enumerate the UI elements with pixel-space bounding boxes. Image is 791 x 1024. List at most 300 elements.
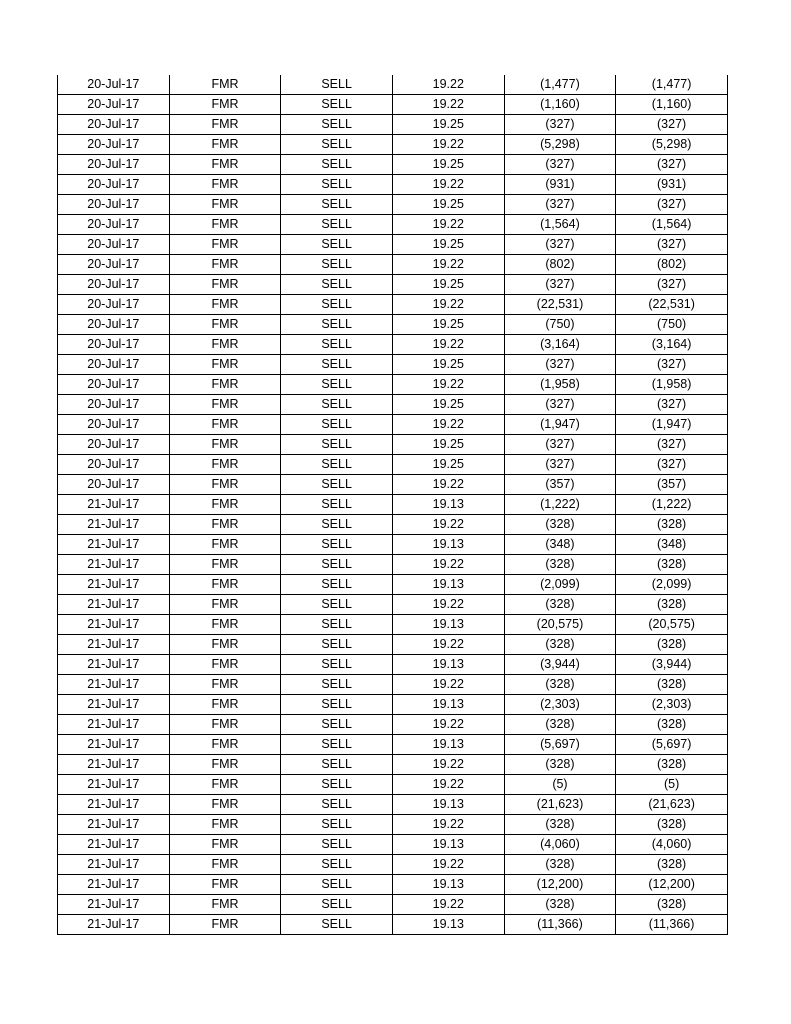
action-cell: SELL (281, 455, 393, 475)
holder-cell: FMR (169, 635, 281, 655)
date-cell: 20-Jul-17 (58, 455, 170, 475)
date-cell: 21-Jul-17 (58, 595, 170, 615)
change-cell: (328) (616, 635, 728, 655)
shares-cell: (327) (504, 115, 616, 135)
change-cell: (2,099) (616, 575, 728, 595)
table-row (58, 195, 728, 215)
holder-cell: FMR (169, 295, 281, 315)
table-row (58, 255, 728, 275)
table-row (58, 315, 728, 335)
price-cell: 19.22 (392, 475, 504, 495)
holder-cell: FMR (169, 195, 281, 215)
price-cell: 19.22 (392, 715, 504, 735)
change-cell: (931) (616, 175, 728, 195)
table-row (58, 355, 728, 375)
action-cell: SELL (281, 215, 393, 235)
date-cell: 20-Jul-17 (58, 115, 170, 135)
shares-cell: (1,947) (504, 415, 616, 435)
date-cell: 21-Jul-17 (58, 695, 170, 715)
action-cell: SELL (281, 355, 393, 375)
shares-cell: (1,958) (504, 375, 616, 395)
action-cell: SELL (281, 415, 393, 435)
change-cell: (11,366) (616, 915, 728, 935)
action-cell: SELL (281, 95, 393, 115)
shares-cell: (5) (504, 775, 616, 795)
change-cell: (1,947) (616, 415, 728, 435)
holder-cell: FMR (169, 475, 281, 495)
shares-cell: (1,564) (504, 215, 616, 235)
change-cell: (1,564) (616, 215, 728, 235)
table-row (58, 275, 728, 295)
shares-cell: (20,575) (504, 615, 616, 635)
shares-cell: (11,366) (504, 915, 616, 935)
change-cell: (327) (616, 355, 728, 375)
date-cell: 21-Jul-17 (58, 555, 170, 575)
holder-cell: FMR (169, 695, 281, 715)
price-cell: 19.25 (392, 315, 504, 335)
action-cell: SELL (281, 695, 393, 715)
change-cell: (802) (616, 255, 728, 275)
price-cell: 19.22 (392, 635, 504, 655)
holder-cell: FMR (169, 875, 281, 895)
table-row (58, 175, 728, 195)
holder-cell: FMR (169, 495, 281, 515)
holder-cell: FMR (169, 155, 281, 175)
price-cell: 19.22 (392, 675, 504, 695)
shares-cell: (5,697) (504, 735, 616, 755)
price-cell: 19.13 (392, 735, 504, 755)
holder-cell: FMR (169, 395, 281, 415)
action-cell: SELL (281, 195, 393, 215)
action-cell: SELL (281, 475, 393, 495)
price-cell: 19.22 (392, 75, 504, 95)
change-cell: (357) (616, 475, 728, 495)
table-row (58, 735, 728, 755)
change-cell: (328) (616, 675, 728, 695)
price-cell: 19.22 (392, 775, 504, 795)
action-cell: SELL (281, 755, 393, 775)
change-cell: (328) (616, 755, 728, 775)
table-row (58, 815, 728, 835)
date-cell: 20-Jul-17 (58, 255, 170, 275)
change-cell: (327) (616, 115, 728, 135)
price-cell: 19.22 (392, 855, 504, 875)
holder-cell: FMR (169, 255, 281, 275)
table-row (58, 115, 728, 135)
shares-cell: (5,298) (504, 135, 616, 155)
price-cell: 19.13 (392, 795, 504, 815)
holder-cell: FMR (169, 135, 281, 155)
price-cell: 19.22 (392, 295, 504, 315)
holder-cell: FMR (169, 75, 281, 95)
change-cell: (348) (616, 535, 728, 555)
action-cell: SELL (281, 875, 393, 895)
shares-cell: (327) (504, 235, 616, 255)
action-cell: SELL (281, 335, 393, 355)
action-cell: SELL (281, 855, 393, 875)
holder-cell: FMR (169, 435, 281, 455)
change-cell: (2,303) (616, 695, 728, 715)
action-cell: SELL (281, 795, 393, 815)
table-row (58, 555, 728, 575)
date-cell: 21-Jul-17 (58, 675, 170, 695)
price-cell: 19.13 (392, 655, 504, 675)
date-cell: 20-Jul-17 (58, 235, 170, 255)
date-cell: 21-Jul-17 (58, 835, 170, 855)
price-cell: 19.13 (392, 535, 504, 555)
date-cell: 21-Jul-17 (58, 535, 170, 555)
action-cell: SELL (281, 275, 393, 295)
table-row (58, 615, 728, 635)
date-cell: 20-Jul-17 (58, 475, 170, 495)
change-cell: (328) (616, 895, 728, 915)
holder-cell: FMR (169, 755, 281, 775)
holder-cell: FMR (169, 115, 281, 135)
shares-cell: (12,200) (504, 875, 616, 895)
shares-cell: (328) (504, 895, 616, 915)
price-cell: 19.22 (392, 515, 504, 535)
shares-cell: (348) (504, 535, 616, 555)
holder-cell: FMR (169, 575, 281, 595)
change-cell: (1,222) (616, 495, 728, 515)
shares-cell: (328) (504, 855, 616, 875)
change-cell: (328) (616, 855, 728, 875)
price-cell: 19.22 (392, 95, 504, 115)
shares-cell: (327) (504, 155, 616, 175)
action-cell: SELL (281, 895, 393, 915)
transactions-table-body (58, 75, 728, 935)
shares-cell: (3,944) (504, 655, 616, 675)
table-row (58, 595, 728, 615)
action-cell: SELL (281, 535, 393, 555)
change-cell: (20,575) (616, 615, 728, 635)
table-row (58, 215, 728, 235)
table-row (58, 375, 728, 395)
shares-cell: (802) (504, 255, 616, 275)
change-cell: (3,944) (616, 655, 728, 675)
change-cell: (327) (616, 455, 728, 475)
holder-cell: FMR (169, 615, 281, 635)
action-cell: SELL (281, 135, 393, 155)
shares-cell: (1,160) (504, 95, 616, 115)
action-cell: SELL (281, 255, 393, 275)
holder-cell: FMR (169, 515, 281, 535)
table-row (58, 455, 728, 475)
shares-cell: (328) (504, 815, 616, 835)
change-cell: (1,160) (616, 95, 728, 115)
table-row (58, 775, 728, 795)
change-cell: (328) (616, 515, 728, 535)
holder-cell: FMR (169, 315, 281, 335)
price-cell: 19.22 (392, 135, 504, 155)
change-cell: (5,697) (616, 735, 728, 755)
change-cell: (327) (616, 435, 728, 455)
shares-cell: (750) (504, 315, 616, 335)
holder-cell: FMR (169, 275, 281, 295)
price-cell: 19.22 (392, 255, 504, 275)
holder-cell: FMR (169, 415, 281, 435)
change-cell: (12,200) (616, 875, 728, 895)
shares-cell: (327) (504, 455, 616, 475)
action-cell: SELL (281, 775, 393, 795)
holder-cell: FMR (169, 455, 281, 475)
price-cell: 19.25 (392, 435, 504, 455)
price-cell: 19.25 (392, 195, 504, 215)
price-cell: 19.13 (392, 875, 504, 895)
date-cell: 21-Jul-17 (58, 495, 170, 515)
table-row (58, 235, 728, 255)
shares-cell: (1,477) (504, 75, 616, 95)
change-cell: (4,060) (616, 835, 728, 855)
table-row (58, 895, 728, 915)
price-cell: 19.25 (392, 395, 504, 415)
shares-cell: (328) (504, 635, 616, 655)
date-cell: 20-Jul-17 (58, 375, 170, 395)
shares-cell: (327) (504, 395, 616, 415)
holder-cell: FMR (169, 735, 281, 755)
holder-cell: FMR (169, 215, 281, 235)
change-cell: (328) (616, 715, 728, 735)
date-cell: 21-Jul-17 (58, 635, 170, 655)
table-row (58, 835, 728, 855)
shares-cell: (1,222) (504, 495, 616, 515)
holder-cell: FMR (169, 95, 281, 115)
price-cell: 19.13 (392, 495, 504, 515)
date-cell: 20-Jul-17 (58, 75, 170, 95)
holder-cell: FMR (169, 815, 281, 835)
action-cell: SELL (281, 555, 393, 575)
price-cell: 19.22 (392, 895, 504, 915)
shares-cell: (22,531) (504, 295, 616, 315)
shares-cell: (327) (504, 275, 616, 295)
change-cell: (327) (616, 275, 728, 295)
table-row (58, 655, 728, 675)
price-cell: 19.13 (392, 835, 504, 855)
action-cell: SELL (281, 815, 393, 835)
holder-cell: FMR (169, 555, 281, 575)
price-cell: 19.22 (392, 215, 504, 235)
holder-cell: FMR (169, 595, 281, 615)
price-cell: 19.13 (392, 615, 504, 635)
action-cell: SELL (281, 395, 393, 415)
shares-cell: (328) (504, 675, 616, 695)
action-cell: SELL (281, 435, 393, 455)
shares-cell: (357) (504, 475, 616, 495)
shares-cell: (2,303) (504, 695, 616, 715)
date-cell: 20-Jul-17 (58, 215, 170, 235)
shares-cell: (328) (504, 715, 616, 735)
table-row (58, 415, 728, 435)
action-cell: SELL (281, 675, 393, 695)
holder-cell: FMR (169, 855, 281, 875)
date-cell: 20-Jul-17 (58, 295, 170, 315)
holder-cell: FMR (169, 715, 281, 735)
date-cell: 20-Jul-17 (58, 355, 170, 375)
table-row (58, 335, 728, 355)
date-cell: 21-Jul-17 (58, 815, 170, 835)
change-cell: (750) (616, 315, 728, 335)
price-cell: 19.25 (392, 275, 504, 295)
date-cell: 20-Jul-17 (58, 135, 170, 155)
price-cell: 19.25 (392, 115, 504, 135)
holder-cell: FMR (169, 915, 281, 935)
change-cell: (327) (616, 235, 728, 255)
shares-cell: (931) (504, 175, 616, 195)
table-row (58, 535, 728, 555)
date-cell: 21-Jul-17 (58, 515, 170, 535)
date-cell: 21-Jul-17 (58, 655, 170, 675)
shares-cell: (328) (504, 755, 616, 775)
price-cell: 19.25 (392, 455, 504, 475)
holder-cell: FMR (169, 375, 281, 395)
action-cell: SELL (281, 835, 393, 855)
action-cell: SELL (281, 735, 393, 755)
action-cell: SELL (281, 715, 393, 735)
table-row (58, 95, 728, 115)
holder-cell: FMR (169, 835, 281, 855)
price-cell: 19.22 (392, 555, 504, 575)
shares-cell: (21,623) (504, 795, 616, 815)
table-row (58, 295, 728, 315)
shares-cell: (328) (504, 555, 616, 575)
shares-cell: (327) (504, 435, 616, 455)
action-cell: SELL (281, 155, 393, 175)
transactions-table (57, 75, 728, 935)
date-cell: 21-Jul-17 (58, 895, 170, 915)
date-cell: 21-Jul-17 (58, 915, 170, 935)
date-cell: 20-Jul-17 (58, 395, 170, 415)
table-row (58, 135, 728, 155)
price-cell: 19.22 (392, 815, 504, 835)
holder-cell: FMR (169, 775, 281, 795)
date-cell: 21-Jul-17 (58, 575, 170, 595)
shares-cell: (327) (504, 355, 616, 375)
price-cell: 19.22 (392, 595, 504, 615)
change-cell: (21,623) (616, 795, 728, 815)
action-cell: SELL (281, 75, 393, 95)
table-row (58, 75, 728, 95)
date-cell: 21-Jul-17 (58, 875, 170, 895)
table-row (58, 715, 728, 735)
action-cell: SELL (281, 575, 393, 595)
holder-cell: FMR (169, 355, 281, 375)
table-row (58, 395, 728, 415)
holder-cell: FMR (169, 335, 281, 355)
price-cell: 19.22 (392, 335, 504, 355)
change-cell: (1,958) (616, 375, 728, 395)
table-row (58, 695, 728, 715)
table-row (58, 915, 728, 935)
date-cell: 20-Jul-17 (58, 335, 170, 355)
date-cell: 20-Jul-17 (58, 195, 170, 215)
shares-cell: (4,060) (504, 835, 616, 855)
date-cell: 20-Jul-17 (58, 415, 170, 435)
shares-cell: (3,164) (504, 335, 616, 355)
change-cell: (328) (616, 815, 728, 835)
date-cell: 20-Jul-17 (58, 95, 170, 115)
price-cell: 19.22 (392, 755, 504, 775)
holder-cell: FMR (169, 655, 281, 675)
action-cell: SELL (281, 635, 393, 655)
action-cell: SELL (281, 295, 393, 315)
change-cell: (5) (616, 775, 728, 795)
table-row (58, 155, 728, 175)
holder-cell: FMR (169, 895, 281, 915)
date-cell: 20-Jul-17 (58, 315, 170, 335)
change-cell: (327) (616, 155, 728, 175)
action-cell: SELL (281, 615, 393, 635)
date-cell: 20-Jul-17 (58, 155, 170, 175)
price-cell: 19.22 (392, 375, 504, 395)
holder-cell: FMR (169, 795, 281, 815)
change-cell: (328) (616, 555, 728, 575)
price-cell: 19.25 (392, 235, 504, 255)
change-cell: (3,164) (616, 335, 728, 355)
action-cell: SELL (281, 495, 393, 515)
change-cell: (1,477) (616, 75, 728, 95)
date-cell: 20-Jul-17 (58, 175, 170, 195)
change-cell: (22,531) (616, 295, 728, 315)
table-row (58, 855, 728, 875)
table-row (58, 675, 728, 695)
shares-cell: (328) (504, 595, 616, 615)
action-cell: SELL (281, 375, 393, 395)
date-cell: 21-Jul-17 (58, 735, 170, 755)
action-cell: SELL (281, 175, 393, 195)
date-cell: 20-Jul-17 (58, 275, 170, 295)
table-row (58, 515, 728, 535)
change-cell: (328) (616, 595, 728, 615)
action-cell: SELL (281, 915, 393, 935)
shares-cell: (2,099) (504, 575, 616, 595)
shares-cell: (328) (504, 515, 616, 535)
price-cell: 19.13 (392, 915, 504, 935)
table-row (58, 875, 728, 895)
table-row (58, 435, 728, 455)
date-cell: 20-Jul-17 (58, 435, 170, 455)
holder-cell: FMR (169, 675, 281, 695)
price-cell: 19.22 (392, 175, 504, 195)
action-cell: SELL (281, 235, 393, 255)
action-cell: SELL (281, 655, 393, 675)
action-cell: SELL (281, 515, 393, 535)
price-cell: 19.22 (392, 415, 504, 435)
date-cell: 21-Jul-17 (58, 775, 170, 795)
table-row (58, 755, 728, 775)
date-cell: 21-Jul-17 (58, 855, 170, 875)
table-row (58, 495, 728, 515)
date-cell: 21-Jul-17 (58, 615, 170, 635)
table-row (58, 635, 728, 655)
shares-cell: (327) (504, 195, 616, 215)
date-cell: 21-Jul-17 (58, 795, 170, 815)
change-cell: (327) (616, 395, 728, 415)
price-cell: 19.25 (392, 355, 504, 375)
table-row (58, 575, 728, 595)
date-cell: 21-Jul-17 (58, 755, 170, 775)
date-cell: 21-Jul-17 (58, 715, 170, 735)
change-cell: (5,298) (616, 135, 728, 155)
table-row (58, 475, 728, 495)
price-cell: 19.25 (392, 155, 504, 175)
price-cell: 19.13 (392, 575, 504, 595)
holder-cell: FMR (169, 175, 281, 195)
table-row (58, 795, 728, 815)
change-cell: (327) (616, 195, 728, 215)
holder-cell: FMR (169, 235, 281, 255)
holder-cell: FMR (169, 535, 281, 555)
action-cell: SELL (281, 315, 393, 335)
